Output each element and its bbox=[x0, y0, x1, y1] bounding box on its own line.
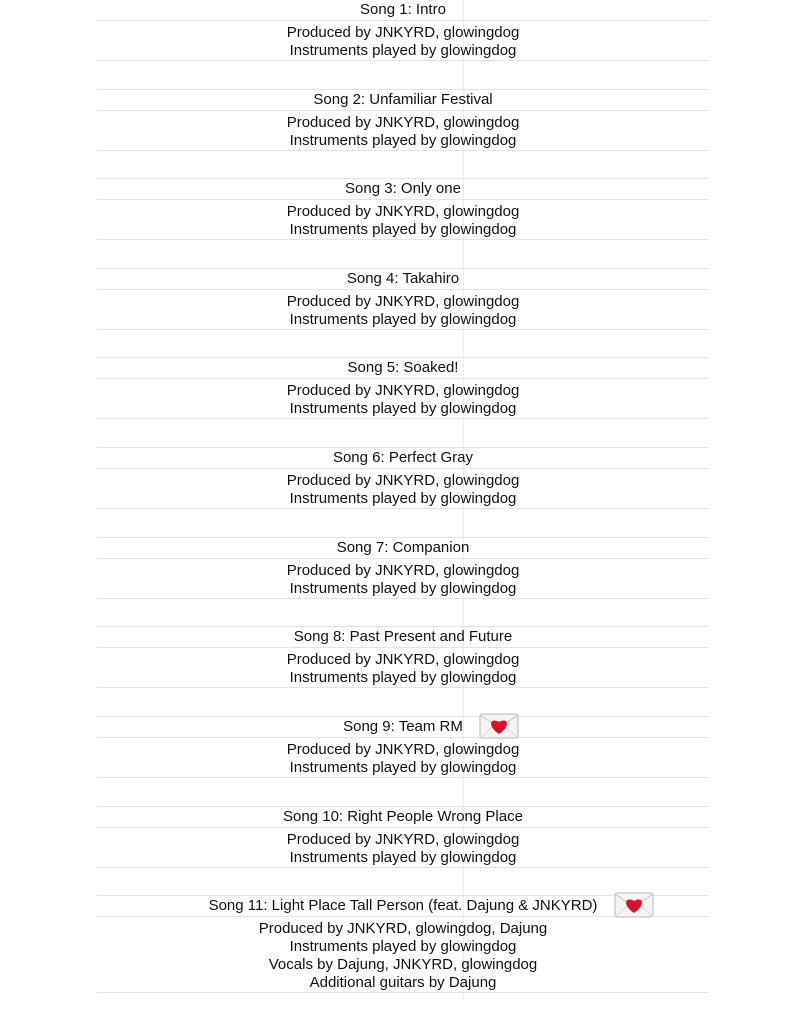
song-title-row bbox=[97, 895, 709, 917]
song-block-10 bbox=[97, 806, 709, 890]
song-title: Song 5: Soaked! bbox=[347, 359, 459, 376]
song-credits bbox=[97, 21, 709, 60]
credit-line: Additional guitars by Dajung bbox=[309, 974, 497, 991]
credit-line: Produced by JNKYRD, glowingdog bbox=[286, 24, 520, 41]
credit-line: Produced by JNKYRD, glowingdog bbox=[286, 472, 520, 489]
song-block-7 bbox=[97, 537, 709, 621]
credit-line: Instruments played by glowingdog bbox=[289, 221, 517, 238]
credit-line: Instruments played by glowingdog bbox=[289, 759, 517, 776]
song-credits bbox=[97, 290, 709, 329]
row-gap bbox=[97, 508, 709, 531]
song-title: Song 6: Perfect Gray bbox=[332, 449, 474, 466]
song-block-1 bbox=[97, 0, 709, 83]
credit-line: Instruments played by glowingdog bbox=[289, 849, 517, 866]
row-gap bbox=[97, 150, 709, 173]
song-title: Song 2: Unfamiliar Festival bbox=[313, 91, 493, 108]
credit-line: Produced by JNKYRD, glowingdog bbox=[286, 831, 520, 848]
song-credits bbox=[97, 828, 709, 867]
song-title: Song 7: Companion bbox=[336, 539, 470, 556]
envelope-with-heart-icon bbox=[479, 713, 519, 739]
row-gap bbox=[97, 239, 709, 262]
credit-line: Produced by JNKYRD, glowingdog, Dajung bbox=[258, 920, 548, 937]
row-gap bbox=[97, 60, 709, 83]
credit-line: Vocals by Dajung, JNKYRD, glowingdog bbox=[268, 956, 538, 973]
song-title-row bbox=[97, 716, 709, 738]
song-block-6 bbox=[97, 447, 709, 531]
song-title: Song 10: Right People Wrong Place bbox=[283, 808, 523, 825]
song-title-row bbox=[97, 268, 709, 290]
song-title: Song 9: Team RM bbox=[343, 718, 463, 735]
song-title-row bbox=[97, 89, 709, 111]
song-credits bbox=[97, 469, 709, 508]
credit-line: Instruments played by glowingdog bbox=[289, 400, 517, 417]
song-title: Song 11: Light Place Tall Person (feat. Dajung & JNKYRD) bbox=[208, 897, 598, 914]
song-title: Song 1: Intro bbox=[360, 1, 446, 18]
row-gap bbox=[97, 687, 709, 710]
row-gap bbox=[97, 418, 709, 441]
credit-line: Instruments played by glowingdog bbox=[289, 669, 517, 686]
song-block-2 bbox=[97, 89, 709, 173]
song-credits bbox=[97, 738, 709, 777]
song-title-row bbox=[97, 806, 709, 828]
credit-line: Instruments played by glowingdog bbox=[289, 938, 517, 955]
credit-line: Produced by JNKYRD, glowingdog bbox=[286, 651, 520, 668]
credit-line: Produced by JNKYRD, glowingdog bbox=[286, 562, 520, 579]
credit-line: Instruments played by glowingdog bbox=[289, 311, 517, 328]
row-gap bbox=[97, 777, 709, 800]
song-credits bbox=[97, 379, 709, 418]
credit-line: Instruments played by glowingdog bbox=[289, 42, 517, 59]
song-title-row bbox=[97, 447, 709, 469]
song-credits bbox=[97, 559, 709, 598]
credit-line: Produced by JNKYRD, glowingdog bbox=[286, 293, 520, 310]
row-gap bbox=[97, 867, 709, 890]
song-block-8 bbox=[97, 626, 709, 710]
credit-line: Instruments played by glowingdog bbox=[289, 490, 517, 507]
credit-line: Produced by JNKYRD, glowingdog bbox=[286, 203, 520, 220]
song-block-5 bbox=[97, 357, 709, 441]
row-gap bbox=[97, 992, 709, 1015]
song-credits bbox=[97, 917, 709, 992]
credit-line: Produced by JNKYRD, glowingdog bbox=[286, 382, 520, 399]
song-title-row bbox=[97, 0, 709, 21]
song-credits bbox=[97, 200, 709, 239]
credit-line: Instruments played by glowingdog bbox=[289, 132, 517, 149]
song-title-row bbox=[97, 626, 709, 648]
song-block-4 bbox=[97, 268, 709, 352]
credit-line: Instruments played by glowingdog bbox=[289, 580, 517, 597]
credit-line: Produced by JNKYRD, glowingdog bbox=[286, 114, 520, 131]
credit-line: Produced by JNKYRD, glowingdog bbox=[286, 741, 520, 758]
song-title: Song 8: Past Present and Future bbox=[293, 628, 513, 645]
song-title: Song 3: Only one bbox=[345, 180, 461, 197]
song-credits bbox=[97, 648, 709, 687]
song-block-9 bbox=[97, 716, 709, 800]
song-block-11 bbox=[97, 895, 709, 1015]
song-title-row bbox=[97, 537, 709, 559]
row-gap bbox=[97, 329, 709, 352]
song-title-row bbox=[97, 178, 709, 200]
song-block-3 bbox=[97, 178, 709, 262]
envelope-with-heart-icon bbox=[614, 892, 654, 918]
song-credits bbox=[97, 111, 709, 150]
song-title: Song 4: Takahiro bbox=[346, 270, 460, 287]
song-title-row bbox=[97, 357, 709, 379]
row-gap bbox=[97, 598, 709, 621]
